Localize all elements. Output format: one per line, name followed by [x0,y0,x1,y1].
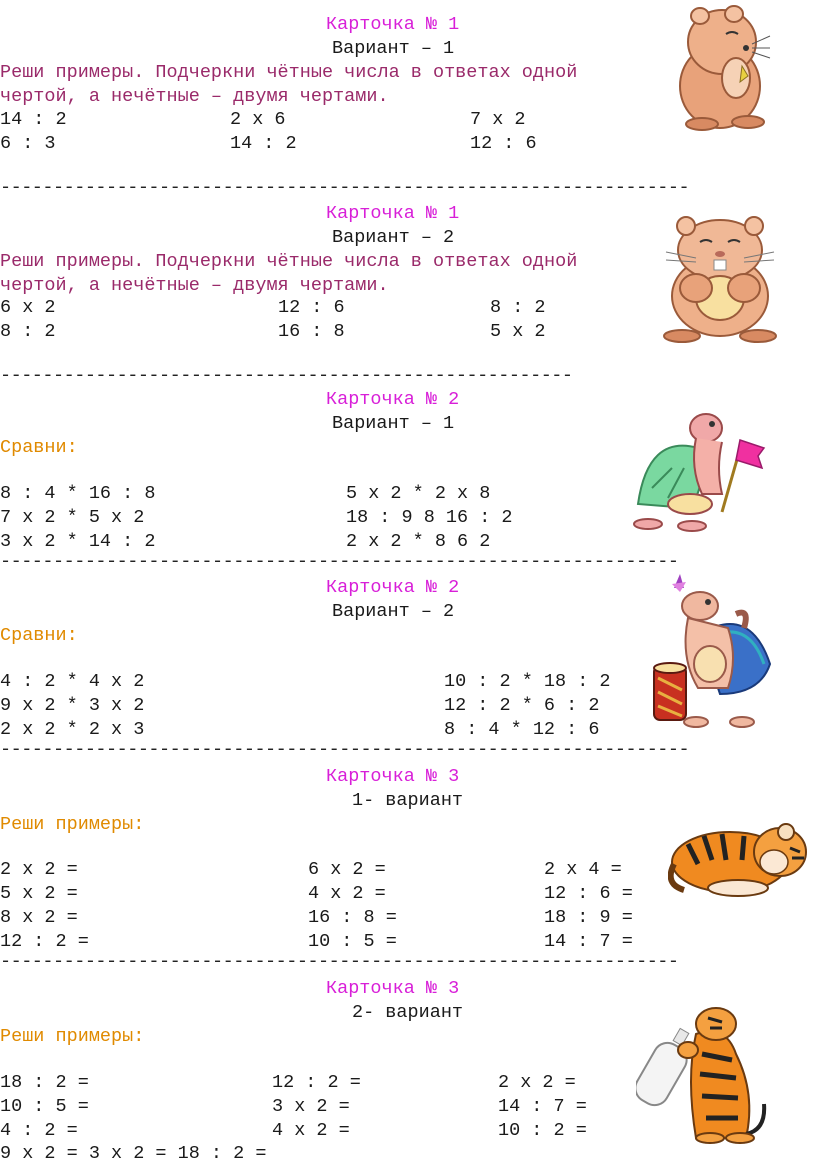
turtle-drum-icon [650,574,774,730]
card1-v2-title: Карточка № 1 [326,203,460,224]
example: 2 х 6 [230,109,286,130]
tiger-lying-icon [668,814,814,900]
turtle-flag-icon [632,408,768,534]
hamster-standing-icon [656,212,784,344]
example-last-line: 9 х 2 = 3 х 2 = 18 : 2 = [0,1143,267,1164]
example: 18 : 9 8 16 : 2 [346,507,513,528]
example: 18 : 2 = [0,1072,89,1093]
example: 2 х 4 = [544,859,622,880]
card2-v1-variant: Вариант – 1 [332,413,455,434]
card2-v1-title: Карточка № 2 [326,389,460,410]
card3-v2-variant: 2- вариант [352,1002,464,1023]
example: 2 х 2 = [498,1072,576,1093]
example: 2 х 2 * 2 х 3 [0,719,145,740]
card3-v1-variant: 1- вариант [352,790,464,811]
example: 6 : 3 [0,133,56,154]
example: 10 : 2 = [498,1120,587,1141]
example: 2 х 2 = [0,859,78,880]
tiger-bottle-icon [636,1004,772,1144]
card2-v2-variant: Вариант – 2 [332,601,455,622]
example: 8 : 2 [490,297,546,318]
example: 12 : 6 [278,297,345,318]
example: 7 х 2 [470,109,526,130]
example: 3 х 2 * 14 : 2 [0,531,156,552]
example: 8 х 2 = [0,907,78,928]
example: 6 х 2 = [308,859,386,880]
card1-v1-instruction-2: чертой, а нечётные – двумя чертами. [0,86,389,107]
example: 4 : 2 = [0,1120,78,1141]
example: 12 : 2 = [272,1072,361,1093]
example: 7 х 2 * 5 х 2 [0,507,145,528]
separator: ------------------------------------------------------ [0,365,573,386]
example: 12 : 6 = [544,883,633,904]
example: 5 х 2 * 2 х 8 [346,483,491,504]
example: 3 х 2 = [272,1096,350,1117]
example: 10 : 5 = [0,1096,89,1117]
example: 8 : 4 * 16 : 8 [0,483,156,504]
example: 12 : 6 [470,133,537,154]
example: 12 : 2 * 6 : 2 [444,695,600,716]
example: 8 : 2 [0,321,56,342]
example: 4 : 2 * 4 х 2 [0,671,145,692]
separator: ----------------------------------------------------------------- [0,739,690,760]
example: 12 : 2 = [0,931,89,952]
example: 10 : 5 = [308,931,397,952]
example: 6 х 2 [0,297,56,318]
card1-v1-instruction-1: Реши примеры. Подчеркни чётные числа в ответах одной [0,62,578,83]
card3-v1-title: Карточка № 3 [326,766,460,787]
card2-v2-title: Карточка № 2 [326,577,460,598]
example: 5 х 2 [490,321,546,342]
separator: ----------------------------------------------------------------- [0,177,690,198]
example: 4 х 2 = [308,883,386,904]
example: 2 х 2 * 8 6 2 [346,531,491,552]
example: 18 : 9 = [544,907,633,928]
example: 5 х 2 = [0,883,78,904]
example: 14 : 2 [0,109,67,130]
card1-v2-instruction-1: Реши примеры. Подчеркни чётные числа в ответах одной [0,251,578,272]
example: 14 : 2 [230,133,297,154]
card1-v2-variant: Вариант – 2 [332,227,455,248]
example: 4 х 2 = [272,1120,350,1141]
separator: ---------------------------------------------------------------- [0,551,679,572]
card3-v2-title: Карточка № 3 [326,978,460,999]
card3-v1-instruction: Реши примеры: [0,814,145,835]
example: 10 : 2 * 18 : 2 [444,671,611,692]
example: 16 : 8 = [308,907,397,928]
card3-v2-instruction: Реши примеры: [0,1026,145,1047]
card2-v2-instruction: Сравни: [0,625,78,646]
card1-v2-instruction-2: чертой, а нечётные – двумя чертами. [0,275,389,296]
card1-v1-title: Карточка № 1 [326,14,460,35]
example: 8 : 4 * 12 : 6 [444,719,600,740]
example: 14 : 7 = [498,1096,587,1117]
example: 9 х 2 * 3 х 2 [0,695,145,716]
card2-v1-instruction: Сравни: [0,437,78,458]
example: 16 : 8 [278,321,345,342]
hamster-eating-icon [672,4,772,132]
card1-v1-variant: Вариант – 1 [332,38,455,59]
example: 14 : 7 = [544,931,633,952]
separator: ---------------------------------------------------------------- [0,951,679,972]
